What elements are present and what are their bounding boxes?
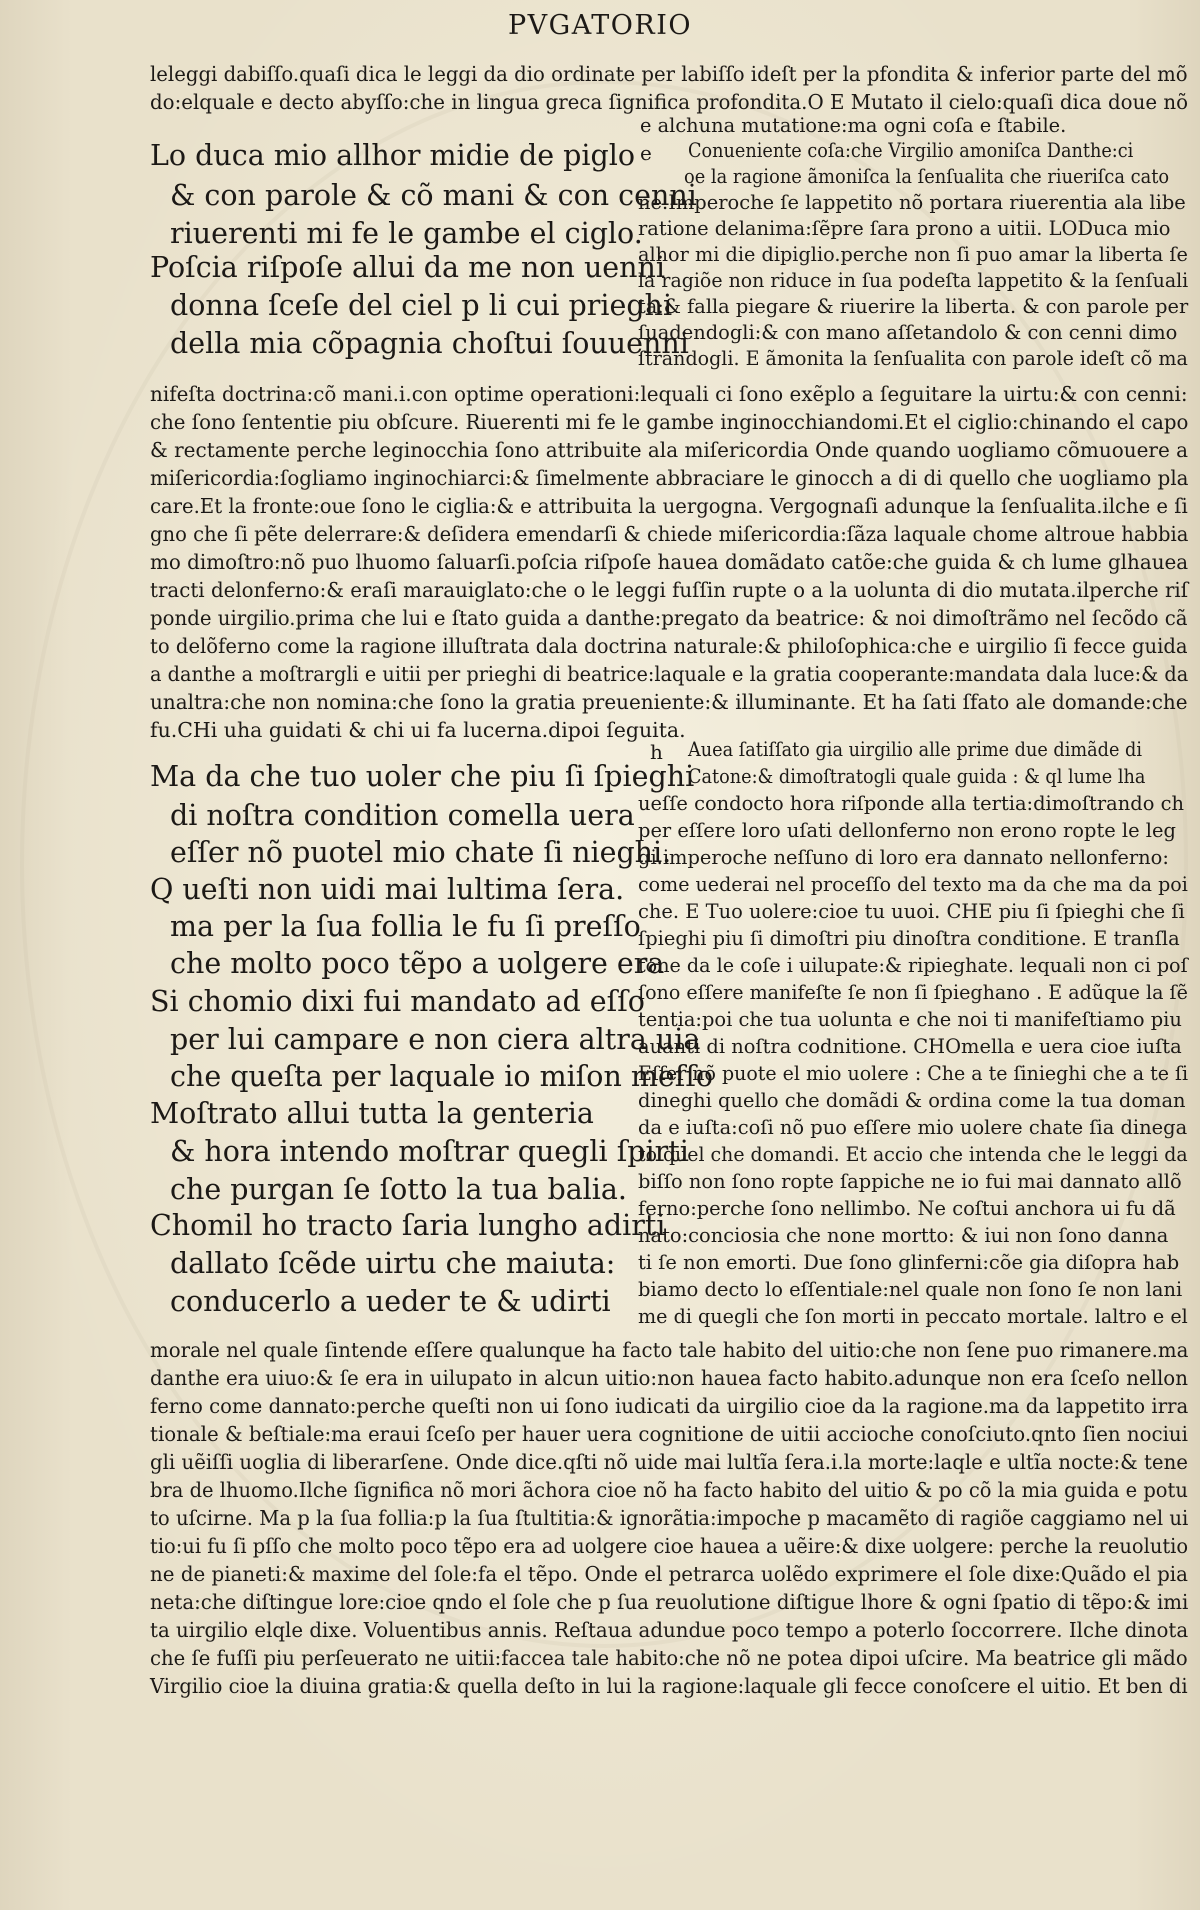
text-line: tio:ui fu ſi pſſo che molto poco tẽpo era ad uolgere cioe hauea a uẽire:& dixe uolgere: perche la reuolutio bbox=[150, 1534, 1189, 1558]
verse-line: & con parole & cõ mani & con cenni bbox=[170, 179, 697, 212]
text-line: Virgilio cioe la diuina gratia:& quella deſto in lui la ragione:laquale gli fecce conoſcere el uitio. Et ben di bbox=[150, 1674, 1188, 1698]
text-line: ne de pianeti:& maxime del ſole:fa el tẽpo. Onde el petrarca uolẽdo exprimere el ſole dixe:Quãdo el pia bbox=[150, 1562, 1188, 1586]
text-line: to uſcirne. Ma p la ſua follia:p la ſua ſtultitia:& ignorãtia:impoche p macamẽto di ragiõe caggiamo nel ui bbox=[150, 1506, 1189, 1530]
text-line: & rectamente perche leginocchia ſono attribuite ala miſericordia Onde quando uogliamo cõmuouere a bbox=[150, 438, 1189, 462]
commentary-line: Catone:& dimoſtratogli quale guida : & ql lume lha bbox=[688, 765, 1146, 788]
text-line: neta:che diſtingue lore:cioe qndo el ſole che p ſua reuolutione diſtigue lhore & ogni ſpatio di tẽpo:& imi bbox=[150, 1590, 1189, 1614]
text-line: morale nel quale ſintende eſſere qualunque ha facto tale habito del uitio:che non ſene puo rimanere.ma bbox=[150, 1338, 1189, 1362]
text-line: ponde uirgilio.prima che lui e ſtato guida a danthe:pregato da beatrice: & noi dimoſtrãmo nel ſecõdo cã bbox=[150, 606, 1188, 630]
guide-letter: e bbox=[640, 141, 652, 165]
commentary-line: ta:& falla piegare & riuerire la liberta. & con parole per bbox=[638, 295, 1189, 318]
commentary-line: che. E Tuo uolere:cioe tu uuoi. CHE piu ſi ſpieghi che ſi bbox=[638, 900, 1185, 923]
text-line: miſericordia:ſogliamo inginochiarci:& ſimelmente abbraciare le ginocch a di di quello che uogliamo pla bbox=[150, 466, 1189, 490]
verse-line: che purgan ſe ſotto la tua balia. bbox=[170, 1173, 627, 1206]
text-line: gno che ſi pẽte delerrare:& deſidera emendarſi & chiede miſericordia:ſãza laquale chome altroue habbia bbox=[150, 522, 1189, 546]
commentary-line: biſſo non ſono ropte ſappiche ne io fui mai dannato allõ bbox=[638, 1170, 1182, 1193]
commentary-line: auanti di noſtra codnitione. CHOmella e uera cioe iuſta bbox=[638, 1035, 1182, 1058]
text-line: ferno come dannato:perche queſti non ui ſono iudicati da uirgilio cioe da la ragione.ma da lappetito irra bbox=[150, 1394, 1189, 1418]
verse-line: che molto poco tẽpo a uolgere era bbox=[170, 947, 665, 980]
text-line: danthe era uiuo:& ſe era in uilupato in alcun uitio:non hauea facto habito.adunque non era ſceſo nellon bbox=[150, 1366, 1188, 1390]
commentary-line: ne.Imperoche ſe lappetito nõ portara riuerentia ala libe bbox=[638, 191, 1186, 214]
commentary-line: Eſſer nõ puote el mio uolere : Che a te ſinieghi che a te ſi bbox=[638, 1062, 1189, 1085]
verse-line: dallato ſcẽde uirtu che maiuta: bbox=[170, 1247, 616, 1280]
commentary-line: gi.imperoche neſſuno di loro era dannato nellonferno: bbox=[638, 846, 1169, 869]
commentary-line: ſono eſſere manifeſte ſe non ſi ſpieghano . E adũque la ſẽ bbox=[638, 981, 1188, 1004]
commentary-line: per eſſere loro uſati dellonferno non erono ropte le leg bbox=[638, 819, 1176, 842]
text-line: tracti delonferno:& eraſi marauiglato:che o le leggi fuſſin rupte o a la uolunta di dio mutata.ilperche riſ bbox=[150, 578, 1189, 602]
commentary-line: e alchuna mutatione:ma ogni coſa e ſtabile. bbox=[640, 114, 1067, 137]
commentary-line: Conueniente coſa:che Virgilio amoniſca Danthe:ci bbox=[688, 139, 1134, 162]
commentary-line: ſtrandogli. E ãmonita la ſenſualita con parole ideſt cõ ma bbox=[638, 347, 1188, 370]
verse-line: Poſcia riſpoſe allui da me non uenni bbox=[150, 251, 665, 284]
commentary-line: tone da le coſe i uilupate:& ripieghate. lequali non ci poſ bbox=[638, 954, 1188, 977]
verse-line: Lo duca mio allhor midie de piglo bbox=[150, 139, 636, 172]
text-line: che ſe fuſſi piu perſeuerato ne uitii:faccea tale habito:che nõ ne potea dipoi uſcire. Ma beatrice gli mãdo bbox=[150, 1646, 1188, 1670]
text-line: unaltra:che non nomina:che ſono la gratia preueniente:& illuminante. Et ha ſati ſfato ale domande:che bbox=[150, 690, 1188, 714]
text-line: che ſono ſententie piu obſcure. Riuerenti mi fe le gambe inginocchiandomi.Et el ciglio:chinando el capo bbox=[150, 410, 1189, 434]
text-line: do:elquale e decto abyſſo:che in lingua greca ſignifica profondita.O E Mutato il cielo:quaſi dica doue nõ bbox=[150, 90, 1189, 114]
verse-line: Q ueſti non uidi mai lultima ſera. bbox=[150, 873, 625, 906]
commentary-line: alhor mi die dipiglio.perche non ſi puo amar la liberta ſe bbox=[638, 243, 1188, 266]
text-line: care.Et la fronte:oue ſono le ciglia:& e attribuita la uergogna. Vergognaſi adunque la ſenſualita.ilche e ſi bbox=[150, 494, 1188, 518]
text-line: to delõferno come la ragione illuſtrata dala doctrina naturale:& philoſophica:che e uirgilio ſi fecce guida bbox=[150, 634, 1188, 658]
commentary-line: to quel che domandi. Et accio che intenda che le leggi da bbox=[638, 1143, 1188, 1166]
commentary-line: ti ſe non emorti. Due ſono glinferni:cõe gia diſopra hab bbox=[638, 1251, 1180, 1274]
verse-line: per lui campare e non ciera altra uia bbox=[170, 1023, 701, 1056]
text-line: a danthe a moſtrargli e uitii per prieghi di beatrice:laquale e la gratia cooperante:mandata dala luce:& da bbox=[150, 662, 1189, 686]
text-line: ta uirgilio elqle dixe. Voluentibus annis. Reſtaua adundue poco tempo a poterlo ſoccorrere. Ilche dinota bbox=[150, 1618, 1189, 1642]
text-line: leleggi dabiſſo.quaſi dica le leggi da dio ordinate per labiſſo ideſt per la pfondita & inferior parte del mõ bbox=[150, 62, 1188, 86]
verse-line: Ma da che tuo uoler che piu ſi ſpieghi bbox=[150, 760, 695, 793]
verse-line: & hora intendo moſtrar quegli ſpirti bbox=[170, 1135, 689, 1168]
text-line: tionale & beſtiale:ma eraui ſceſo per hauer uera cognitione de uitii accioche conoſciuto.qnto ſien nociui bbox=[150, 1422, 1188, 1446]
verse-line: riuerenti mi fe le gambe el ciglo. bbox=[170, 217, 643, 250]
commentary-line: biamo decto lo eſſentiale:nel quale non ſono ſe non lani bbox=[638, 1278, 1183, 1301]
commentary-line: dineghi quello che domãdi & ordina come la tua doman bbox=[638, 1089, 1186, 1112]
commentary-line: me di quegli che ſon morti in peccato mortale. laltro e el bbox=[638, 1305, 1188, 1328]
commentary-line: ferno:perche ſono nellimbo. Ne coſtui anchora ui fu dã bbox=[638, 1197, 1176, 1220]
running-header: PVGATORIO bbox=[507, 10, 693, 41]
verse-line: donna ſceſe del ciel p li cui prieghi bbox=[170, 289, 673, 322]
verse-line: Chomil ho tracto ſaria lungho adirti bbox=[150, 1209, 666, 1242]
text-line: bra de lhuomo.Ilche ſignifica nõ mori ãchora cioe nõ ha facto habito del uitio & po cõ la mia guida e potu bbox=[150, 1478, 1188, 1502]
commentary-line: tentia:poi che tua uolunta e che noi ti manifeſtiamo piu bbox=[638, 1008, 1182, 1031]
commentary-line: da e iuſta:coſi nõ puo eſſere mio uolere chate ſia dinega bbox=[638, 1116, 1188, 1139]
verse-line: Si chomio dixi fui mandato ad eſſo bbox=[150, 985, 645, 1018]
commentary-line: nato:conciosia che none mortto: & iui non ſono danna bbox=[638, 1224, 1169, 1247]
verse-line: della mia cõpagnia choſtui ſouuenni bbox=[170, 327, 689, 360]
commentary-line: oe la ragione ãmoniſca la ſenſualita che riueriſca cato bbox=[684, 165, 1170, 188]
text-line: gli uẽiſſi uoglia di liberarſene. Onde dice.qſti nõ uide mai lultĩa ſera.i.la morte:laqle e ultĩa nocte:& tene bbox=[150, 1450, 1188, 1474]
commentary-line: la ragiõe non riduce in ſua podeſta lappetito & la ſenſuali bbox=[638, 269, 1189, 292]
verse-line: di noſtra condition comella uera bbox=[170, 799, 635, 832]
commentary-line: Auea ſatiſſato gia uirgilio alle prime due dimãde di bbox=[688, 738, 1143, 761]
verse-line: ma per la ſua follia le fu ſi preſſo bbox=[170, 910, 641, 943]
verse-line: eſſer nõ puotel mio chate ſi nieghi. bbox=[170, 836, 672, 869]
commentary-line: ſpieghi piu ſi dimoſtri piu dinoſtra conditione. E tranſla bbox=[638, 927, 1180, 950]
text-line: nifeſta doctrina:cõ mani.i.con optime operationi:lequali ci ſono exẽplo a ſeguitare la uirtu:& con cenni: bbox=[150, 382, 1188, 406]
commentary-line: ratione delanima:ſẽpre ſara prono a uitii. LODuca mio bbox=[638, 217, 1171, 240]
text-line: fu.CHi uha guidati & chi ui fa lucerna.dipoi ſeguita. bbox=[150, 718, 686, 742]
verse-line: conducerlo a ueder te & udirti bbox=[170, 1285, 611, 1318]
commentary-line: ueſſe condocto hora riſponde alla tertia:dimoſtrando ch bbox=[638, 792, 1184, 815]
guide-letter: h bbox=[650, 740, 663, 764]
text-line: mo dimoſtro:nõ puo lhuomo ſaluarſi.poſcia riſpoſe hauea domãdato catõe:che guida & ch lume glhauea bbox=[150, 550, 1189, 574]
verse-line: Moſtrato allui tutta la genteria bbox=[150, 1097, 594, 1130]
commentary-line: ſuadendogli:& con mano aſſetandolo & con cenni dimo bbox=[638, 321, 1178, 344]
commentary-line: come uederai nel proceſſo del texto ma da che ma da poi bbox=[638, 873, 1188, 896]
verse-line: che queſta per laquale io miſon meſſo bbox=[170, 1060, 714, 1093]
